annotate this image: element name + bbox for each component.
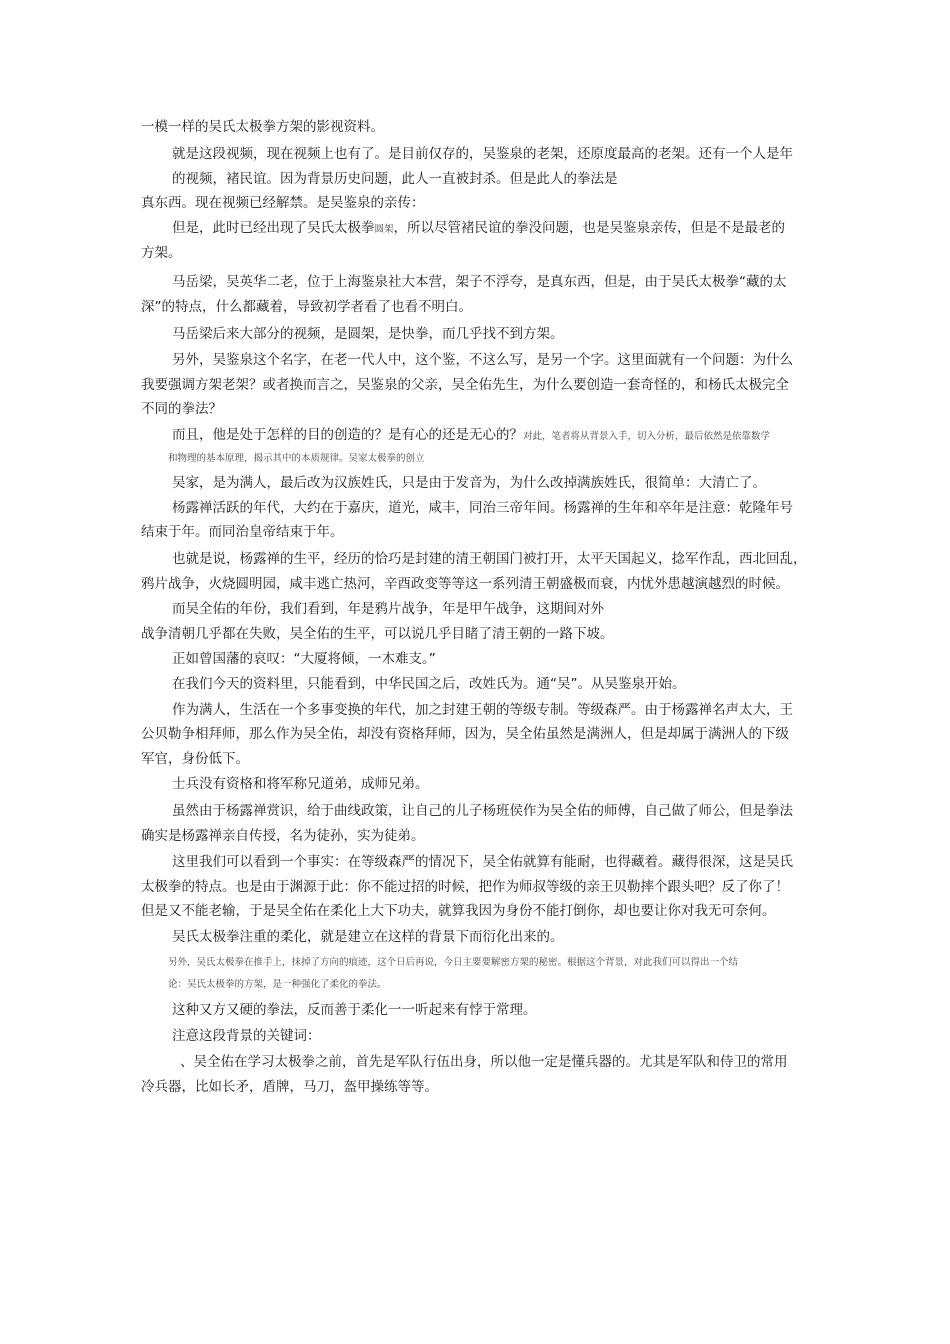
- note-line: 和物理的基本原理，揭示其中的本质规律。吴家太极拳的创立: [168, 453, 425, 464]
- text-line: 这种又方又硬的拳法，反而善于柔化一一听起来有悖于常理。: [172, 1002, 537, 1018]
- text-line: 作为满人，生活在一个多事变换的年代，加之封建王朝的等级专制。等级森严。由于杨露禅名声太大，王: [172, 702, 793, 718]
- text-line: 结束于年。而同治皇帝结束于年。: [141, 524, 344, 540]
- text-line: [172, 425, 822, 447]
- text-line: 确实是杨露禅亲自传授，名为徒孙，实为徒弟。: [141, 828, 425, 844]
- text-line: 吴氏太极拳注重的柔化，就是建立在这样的背景下而衍化出来的。: [172, 929, 564, 945]
- text-line: [172, 218, 822, 240]
- text-line: 一模一样的吴氏太极拳方架的影视资料。: [141, 119, 384, 135]
- text-segment: 而且，他是处于怎样的目的创造的？是有心的还是无心的？: [172, 427, 523, 443]
- text-line: 杨露禅活跃的年代，大约在于嘉庆，道光，咸丰，同治三帝年间。杨露禅的生年和卒年是注意：乾隆年号: [172, 500, 793, 516]
- text-line: 士兵没有资格和将军称兄道弟，成师兄弟。: [172, 776, 429, 792]
- inline-small-text: 圆架: [374, 224, 394, 235]
- text-line: 另外，吴鉴泉这个名字，在老一代人中，这个鉴，不这么写，是另一个字。这里面就有一个问题：为什么: [172, 352, 793, 368]
- text-segment: ，所以尽管褚民谊的拳没问题，也是吴鉴泉亲传，但是不是最老的: [393, 220, 786, 236]
- text-line: 太极拳的特点。也是由于渊源于此：你不能过招的时候，把作为师叔等级的亲王贝勒摔个跟头吧？反了你了！: [141, 879, 789, 895]
- text-line: 真东西。现在视频已经解禁。是吴鉴泉的亲传：: [141, 195, 425, 211]
- text-line: 虽然由于杨露禅赏识，给于曲线政策，让自己的儿子杨班侯作为吴全佑的师傅，自己做了师公，但是拳法: [172, 803, 793, 819]
- note-line: 论：吴氏太极拳的方架，是一种强化了柔化的拳法。: [168, 979, 387, 990]
- note-line: 另外，吴氏太极拳在推手上，抹掉了方向的痕迹，这个日后再说，今日主要要解密方架的秘密。根据这个背景，对此我们可以得出一个结: [168, 957, 739, 968]
- text-line: 吴家，是为满人，最后改为汉族姓氏，只是由于发音为，为什么改掉满族姓氏，很简单：大清亡了。: [172, 475, 766, 491]
- text-line: 马岳梁，吴英华二老，位于上海鉴泉社大本营，架子不浮夸，是真东西，但是，由于吴氏太极拳“藏的太: [172, 274, 787, 290]
- text-line: 注意这段背景的关键词：: [172, 1028, 321, 1044]
- text-line: 在我们今天的资料里，只能看到，中华民国之后，改姓氏为。通“吴”。从吴鉴泉开始。: [172, 676, 686, 692]
- text-line: 深”的特点，什么都藏着，导致初学者看了也看不明白。: [141, 299, 472, 315]
- text-line: 就是这段视频，现在视频上也有了。是目前仅存的，吴鉴泉的老架，还原度最高的老架。还有一个人是年: [172, 146, 793, 162]
- text-line: 正如曾国藩的哀叹：“大厦将倾，一木难支。”: [172, 651, 436, 667]
- text-line: 也就是说，杨露禅的生平，经历的恰巧是封建的清王朝国门被打开，太平天国起义，捻军作乱，西北回乱，: [172, 551, 807, 567]
- text-line: 冷兵器，比如长矛，盾牌，马刀，盔甲操练等等。: [141, 1079, 438, 1095]
- text-line: 方架。: [141, 245, 182, 261]
- text-line: 而吴全佑的年份，我们看到，年是鸦片战争，年是甲午战争，这期间对外: [172, 601, 604, 617]
- text-line: 的视频，褚民谊。因为背景历史问题，此人一直被封杀。但是此人的拳法是: [172, 171, 618, 187]
- text-line: 我要强调方架老架？或者换而言之，吴鉴泉的父亲，吴全佑先生，为什么要创造一套奇怪的，和杨氏太极完全: [141, 377, 789, 393]
- text-segment: 但是，此时已经出现了吴氏太极拳: [172, 220, 375, 236]
- text-line: 军官，身份低下。: [141, 751, 249, 767]
- text-line: 不同的拳法？: [141, 401, 222, 417]
- text-line: 但是又不能老输，于是吴全佑在柔化上大下功夫，就算我因为身份不能打倒你，却也要让你对我无可奈何。: [141, 903, 776, 919]
- text-line: 这里我们可以看到一个事实：在等级森严的情况下，吴全佑就算有能耐，也得藏着。藏得很深，这是吴氏: [172, 854, 793, 870]
- text-line: 、吴全佑在学习太极拳之前，首先是军队行伍出身，所以他一定是懂兵器的。尤其是军队和侍卫的常用: [180, 1054, 788, 1070]
- text-line: 战争清朝几乎都在失败，吴全佑的生平，可以说几乎目睹了清王朝的一路下坡。: [141, 626, 614, 642]
- text-line: 马岳梁后来大部分的视频，是圆架，是快拳，而几乎找不到方架。: [172, 326, 564, 342]
- text-line: 公贝勒争相拜师，那么作为吴全佑，却没有资格拜师，因为，吴全佑虽然是满洲人，但是却属于满洲人的下级: [141, 726, 789, 742]
- inline-small-text: 对此，笔者将从背景入手，切入分析，最后依然是依靠数学: [523, 431, 771, 442]
- text-line: 鸦片战争，火烧圆明园，咸丰逃亡热河，辛酉政变等等这一系列清王朝盛极而衰，内忧外患越演越烈的时候。: [141, 576, 789, 592]
